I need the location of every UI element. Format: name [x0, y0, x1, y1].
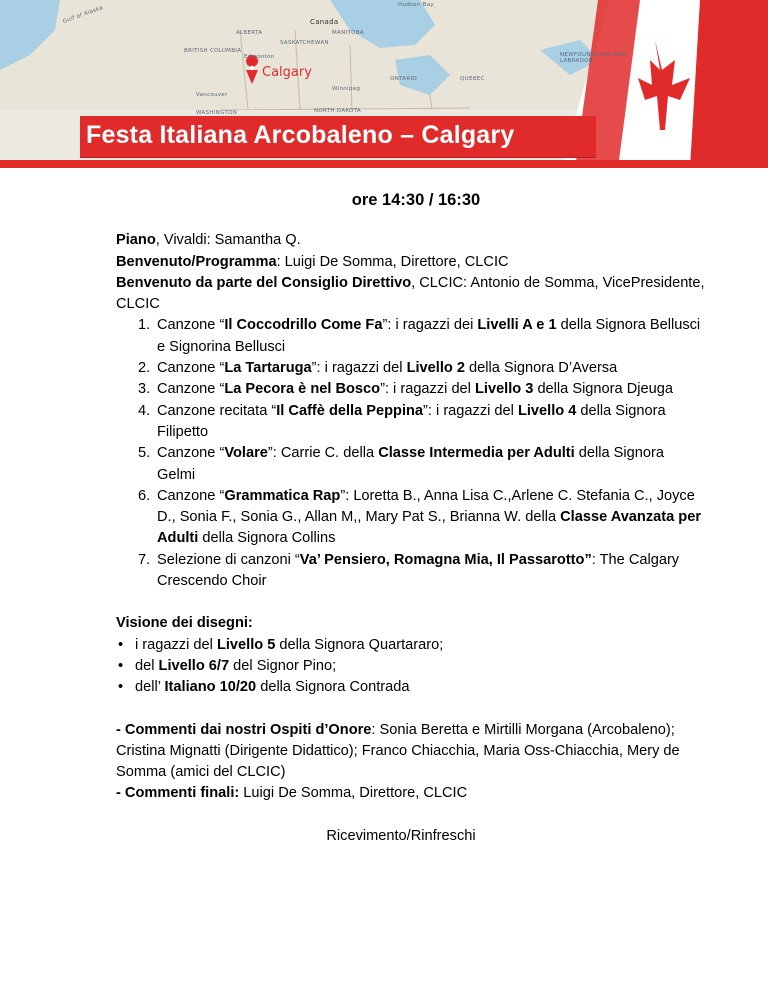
program-item: 1. Canzone “Il Coccodrillo Come Fa”: i ragazzi dei Livelli A e 1 della Signora Bellusci e Signorina Bellusci [138, 317, 701, 355]
bullet-icon: • [118, 679, 124, 696]
bullet-icon: • [118, 657, 124, 674]
program-item: 3. Canzone “La Pecora è nel Bosco”: i ragazzi del Livello 3 della Signora Djeuga [138, 381, 673, 398]
list-item: • i ragazzi del Livello 5 della Signora Quartararo; [116, 635, 706, 656]
page-title: Festa Italiana Arcobaleno – Calgary [86, 121, 515, 149]
event-time: ore 14:30 / 16:30 [351, 191, 481, 209]
drawings-list [116, 635, 706, 699]
intro-line: Benvenuto da parte del Consiglio Direttivo, CLCIC: Antonio de Somma, VicePresidente, CLCIC [116, 274, 705, 313]
map-label: ONTARIO [390, 76, 418, 82]
program-item: 6. Canzone “Grammatica Rap”: Loretta B., Anna Lisa C.,Arlene C. Stefania C., Joyce D., Sonia F., Sonia G., Allan M,, Mary Pat S., Brianna W. della Classe Avanzata per Adulti della Signora Collins [138, 487, 701, 547]
map-pin-label: Calgary [262, 65, 312, 80]
header-banner [0, 0, 768, 168]
guests-comments: - Commenti dai nostri Ospiti d’Onore: Sonia Beretta e Mirtilli Morgana (Arcobaleno); Cristina Mignatti (Dirigente Didattico); Franco Chiacchia, Maria Oss-Chiacchia, Mery de Somma (amici del CLCIC) [116, 721, 680, 781]
map-label: SASKATCHEWAN [280, 40, 329, 46]
program-item: 5. Canzone “Volare”: Carrie C. della Classe Intermedia per Adulti della Signora Gelmi [138, 445, 664, 483]
intro-line: Piano, Vivaldi: Samantha Q. [116, 232, 301, 249]
map-label: Gulf of Alaska [62, 4, 104, 26]
program-item: 4. Canzone recitata “Il Caffè della Peppina”: i ragazzi del Livello 4 della Signora Filipetto [138, 402, 666, 440]
program-list [138, 315, 706, 592]
program-item: 7. Selezione di canzoni “Va’ Pensiero, Romagna Mia, Il Passarotto”: The Calgary Crescendo Choir [138, 551, 680, 590]
list-item: • dell’ Italiano 10/20 della Signora Contrada [116, 677, 706, 698]
intro-line: Benvenuto/Programma: Luigi De Somma, Direttore, CLCIC [116, 253, 509, 270]
bullet-icon: • [118, 636, 124, 653]
list-item: • del Livello 6/7 del Signor Pino; [116, 656, 706, 677]
program-item: 2. Canzone “La Tartaruga”: i ragazzi del Livello 2 della Signora D’Aversa [138, 360, 618, 377]
map-label: MANITOBA [332, 30, 364, 36]
map-label: Vancouver [196, 92, 228, 98]
map-label: WASHINGTON [196, 110, 238, 116]
program-document [116, 190, 706, 847]
map-label: NORTH DAKOTA [314, 108, 361, 114]
map-label: ALBERTA [236, 30, 263, 36]
closing-line: Ricevimento/Rinfreschi [326, 827, 476, 844]
map-label: Hudson Bay [398, 2, 434, 8]
map-label: Canada [310, 18, 339, 26]
map-label: Edmonton [244, 54, 275, 60]
map-label: QUEBEC [460, 76, 485, 82]
header-rule [0, 160, 768, 168]
map-label: Winnipeg [332, 86, 361, 92]
drawings-heading: Visione dei disegni: [116, 615, 253, 632]
map-label: BRITISH COLUMBIA [184, 48, 242, 54]
map-label: NEWFOUNDLAND AND LABRADOR [560, 52, 627, 64]
final-comments: - Commenti finali: Luigi De Somma, Direttore, CLCIC [116, 785, 468, 802]
